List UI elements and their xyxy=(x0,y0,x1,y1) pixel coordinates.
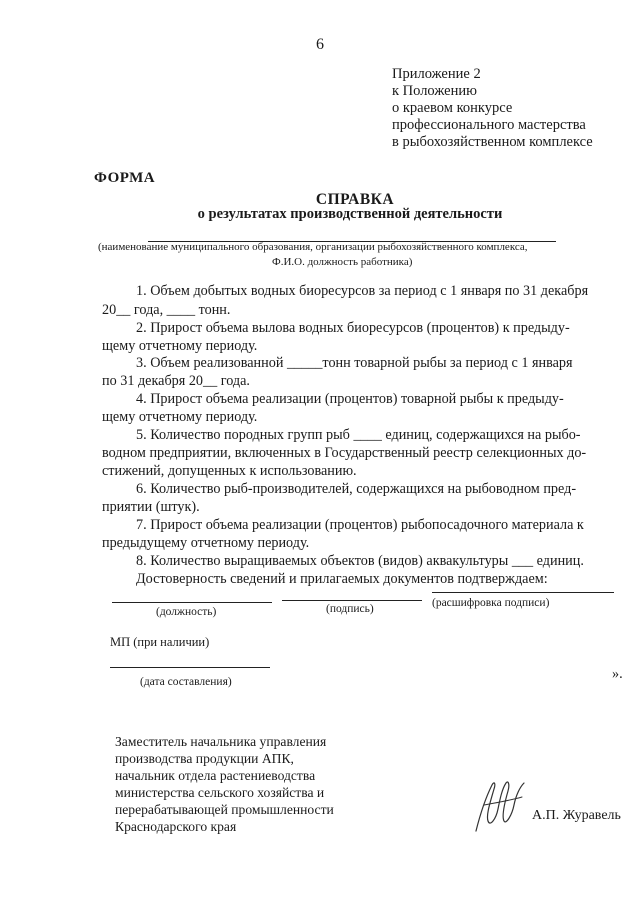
page-number: 6 xyxy=(316,36,324,53)
item-3-line2: по 31 декабря 20__ года. xyxy=(102,373,250,389)
decoding-caption: (расшифровка подписи) xyxy=(432,597,550,609)
date-caption: (дата составления) xyxy=(140,676,232,688)
document-subtitle: о результатах производственной деятельности xyxy=(197,206,503,222)
position-caption: (должность) xyxy=(156,606,217,618)
appendix-header xyxy=(392,66,593,151)
item-8-line1: 8. Количество выращиваемых объектов (видов) аквакультуры ___ единиц. xyxy=(136,553,584,569)
signer-line: Заместитель начальника управления xyxy=(115,734,327,749)
decoding-line xyxy=(432,592,614,593)
item-2-line1: 2. Прирост объема вылова водных биоресурсов (процентов) к предыду- xyxy=(136,320,570,336)
item-3-line1: 3. Объем реализованной _____тонн товарной рыбы за период с 1 января xyxy=(136,355,573,371)
signer-line: перерабатывающей промышленности xyxy=(115,802,334,817)
appendix-line: к Положению xyxy=(392,83,477,99)
item-4-line2: щему отчетному периоду. xyxy=(102,409,258,425)
closing-quote: ». xyxy=(612,666,623,682)
date-line xyxy=(110,667,270,668)
item-7-line1: 7. Прирост объема реализации (процентов) рыбопосадочного материала к xyxy=(136,517,584,533)
signer-line: министерства сельского хозяйства и xyxy=(115,785,325,800)
document-title: СПРАВКА xyxy=(315,191,395,208)
signer-block xyxy=(115,733,334,835)
item-5-line3: стижений, допущенных к использованию. xyxy=(102,463,357,479)
signer-name: А.П. Журавель xyxy=(532,808,621,823)
name-caption-line1: (наименование муниципального образования, организации рыбохозяйственного комплекса, xyxy=(98,241,528,253)
stamp-label: МП (при наличии) xyxy=(110,635,210,649)
signer-line: Краснодарского края xyxy=(115,819,237,834)
item-7-line2: предыдущему отчетному периоду. xyxy=(102,535,310,551)
appendix-line: Приложение 2 xyxy=(392,66,481,82)
signature-line xyxy=(282,600,422,601)
item-6-line1: 6. Количество рыб-производителей, содержащихся на рыбоводном пред- xyxy=(136,481,577,497)
handwritten-signature xyxy=(468,775,530,837)
appendix-line: профессионального мастерства xyxy=(392,117,586,133)
appendix-line: о краевом конкурсе xyxy=(392,100,513,116)
form-label: ФОРМА xyxy=(94,170,156,186)
item-1-line1: 1. Объем добытых водных биоресурсов за период с 1 января по 31 декабря xyxy=(136,283,589,299)
signer-line: начальник отдела растениеводства xyxy=(115,768,316,783)
item-5-line2: водном предприятии, включенных в Государственный реестр селекционных до- xyxy=(102,445,587,461)
item-5-line1: 5. Количество породных групп рыб ____ единиц, содержащихся на рыбо- xyxy=(136,427,581,443)
item-4-line1: 4. Прирост объема реализации (процентов) товарной рыбы к предыду- xyxy=(136,391,564,407)
name-caption-line2: Ф.И.О. должность работника) xyxy=(272,256,413,268)
confirmation-text: Достоверность сведений и прилагаемых документов подтверждаем: xyxy=(136,571,548,587)
item-1-line2: 20__ года, ____ тонн. xyxy=(102,302,231,318)
item-2-line2: щему отчетному периоду. xyxy=(102,338,258,354)
signer-line: производства продукции АПК, xyxy=(115,751,294,766)
position-line xyxy=(112,602,272,603)
signature-caption: (подпись) xyxy=(326,603,374,615)
appendix-line: в рыбохозяйственном комплексе xyxy=(392,134,593,150)
item-6-line2: приятии (штук). xyxy=(102,499,200,515)
